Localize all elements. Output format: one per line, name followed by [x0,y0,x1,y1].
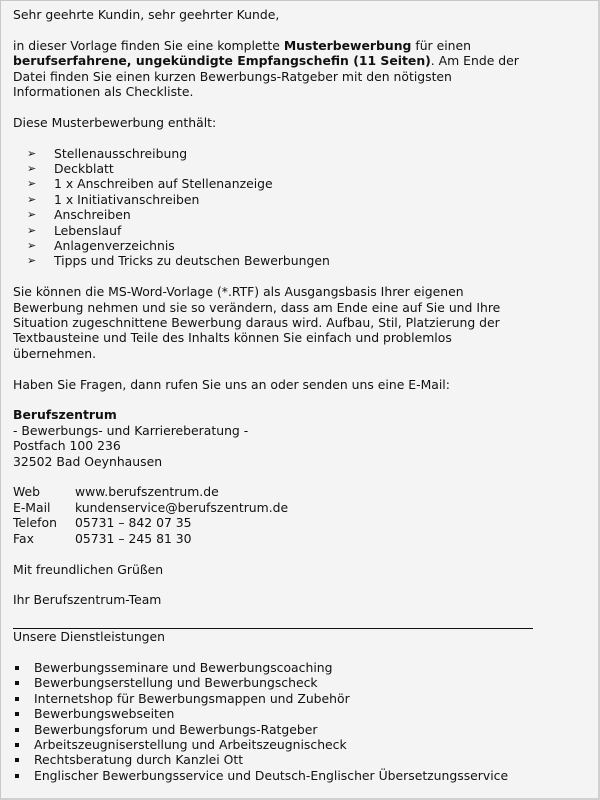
contact-label: E-Mail [13,499,51,515]
list-item [13,192,586,207]
company-postbox: Postfach 100 236 [13,438,121,454]
services-heading: Unsere Dienstleistungen [13,629,166,645]
list-item-label: Rechtsberatung durch Kanzlei Ott [34,752,244,768]
list-item [13,253,586,268]
square-bullet-icon [15,743,19,747]
questions-text: Haben Sie Fragen, dann rufen Sie uns an oder senden uns eine E-Mail: [13,376,450,392]
usage-line: Bewerbung nehmen und sie so verändern, dass am Ende eine auf Sie und Ihre [13,299,501,315]
company-address [13,407,586,469]
list-item-label: Anlagenverzeichnis [54,238,175,254]
square-bullet-icon [15,697,19,701]
contact-row-phone [13,515,288,530]
usage-line: übernehmen. [13,345,97,361]
list-item-label: Arbeitszeugniserstellung und Arbeitszeugnischeck [34,736,347,752]
list-item [13,675,586,690]
phone-value: 05731 – 842 07 35 [75,515,192,531]
list-item-label: 1 x Initiativanschreiben [54,191,200,207]
list-item [13,752,586,767]
list-item-label: Lebenslauf [54,222,122,238]
list-item [13,146,586,161]
company-name: Berufszentrum [13,407,117,423]
arrow-bullet-icon: ➢ [27,162,37,176]
list-item [13,223,586,238]
contact-label: Fax [13,530,34,546]
contact-row-web [13,484,288,499]
closing: Mit freundlichen Grüßen [13,561,164,577]
list-item [13,161,586,176]
list-item [13,737,586,752]
contents-list [13,146,586,269]
intro-text: für einen [411,37,471,53]
intro-text: . Am Ende der [430,53,519,69]
contact-label: Telefon [13,515,57,531]
company-tagline: - Bewerbungs- und Karriereberatung - [13,422,249,438]
arrow-bullet-icon: ➢ [27,146,37,160]
list-item-label: 1 x Anschreiben auf Stellenanzeige [54,176,273,192]
intro-paragraph [13,38,586,100]
list-item [13,706,586,721]
arrow-bullet-icon: ➢ [27,177,37,191]
intro-bold-product: Musterbewerbung [283,37,412,53]
list-item-label: Tipps und Tricks zu deutschen Bewerbungen [54,253,330,269]
arrow-bullet-icon: ➢ [27,254,37,268]
company-city: 32502 Bad Oeynhausen [13,453,163,469]
services-list [13,660,586,783]
list-item [13,238,586,253]
intro-line: Informationen als Checkliste. [13,84,194,100]
list-item-label: Anschreiben [54,207,131,223]
square-bullet-icon [15,774,19,778]
list-item [13,176,586,191]
usage-line: Sie können die MS-Word-Vorlage (*.RTF) als Ausgangsbasis Ihrer eigenen [13,284,464,300]
arrow-bullet-icon: ➢ [27,239,37,253]
contact-table [13,484,288,546]
list-item-label: Stellenausschreibung [54,145,188,161]
salutation: Sehr geehrte Kundin, sehr geehrter Kunde, [13,7,280,22]
list-item-label: Englischer Bewerbungsservice und Deutsch-Englischer Übersetzungsservice [34,767,509,783]
list-item-label: Deckblatt [54,161,114,177]
list-item-label: Internetshop für Bewerbungsmappen und Zubehör [34,690,350,706]
email-link[interactable]: kundenservice@berufszentrum.de [75,499,289,515]
contact-row-email [13,500,288,515]
arrow-bullet-icon: ➢ [27,192,37,206]
contact-label: Web [13,484,41,500]
list-item [13,207,586,222]
usage-line: Textbausteine und Teile des Inhalts können Sie einfach und problemlos [13,330,452,346]
signature: Ihr Berufszentrum-Team [13,592,162,608]
list-item-label: Bewerbungserstellung und Bewerbungscheck [34,675,318,691]
list-item [13,691,586,706]
list-item [13,660,586,675]
list-item-label: Bewerbungsforum und Bewerbungs-Ratgeber [34,721,318,737]
square-bullet-icon [15,666,19,670]
intro-text: in dieser Vorlage finden Sie eine komplette [13,37,284,53]
contact-row-fax [13,531,288,546]
web-link[interactable]: www.berufszentrum.de [75,484,219,500]
list-item-label: Bewerbungswebseiten [34,706,175,722]
fax-value: 05731 – 245 81 30 [75,530,192,546]
usage-paragraph [13,284,586,361]
list-item-label: Bewerbungsseminare und Bewerbungscoaching [34,659,333,675]
usage-line: Situation zugeschnittene Bewerbung daraus wird. Aufbau, Stil, Platzierung der [13,315,500,331]
intro-line: Datei finden Sie einen kurzen Bewerbungs-Ratgeber mit den nötigsten [13,68,452,84]
arrow-bullet-icon: ➢ [27,223,37,237]
square-bullet-icon [15,728,19,732]
list-item [13,768,586,783]
square-bullet-icon [15,712,19,716]
contents-heading: Diese Musterbewerbung enthält: [13,114,217,130]
square-bullet-icon [15,758,19,762]
list-item [13,722,586,737]
intro-bold-position: berufserfahrene, ungekündigte Empfangschefin (11 Seiten) [13,53,431,69]
arrow-bullet-icon: ➢ [27,208,37,222]
square-bullet-icon [15,681,19,685]
